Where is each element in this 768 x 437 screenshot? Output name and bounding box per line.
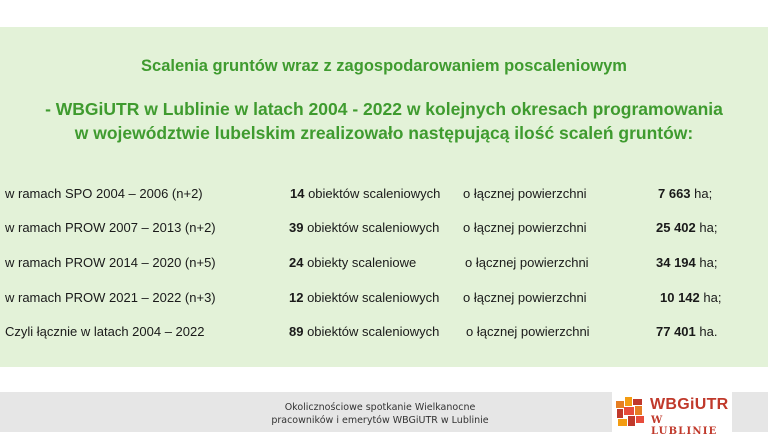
row-area: 10 142 ha; xyxy=(660,290,722,305)
logo-text-top: WBGiUTR xyxy=(650,396,729,413)
table-row xyxy=(0,186,768,208)
table-row xyxy=(0,255,768,277)
logo-mark-icon xyxy=(614,395,648,429)
logo-text-bottom: W LUBLINIE xyxy=(651,415,718,437)
row-area: 34 194 ha; xyxy=(656,255,718,270)
row-count: 12 obiektów scaleniowych xyxy=(289,290,440,305)
row-period: w ramach PROW 2007 – 2013 (n+2) xyxy=(5,220,216,235)
row-area: 7 663 ha; xyxy=(658,186,713,201)
table-row-total xyxy=(0,324,768,346)
footer-line2: pracowników i emerytów WBGiUTR w Lublinie xyxy=(271,415,489,426)
slide-subtitle-line1: - WBGiUTR w Lublinie w latach 2004 - 2022 w kolejnych okresach programowania xyxy=(45,99,723,119)
row-count: 39 obiektów scaleniowych xyxy=(289,220,440,235)
row-count: 89 obiektów scaleniowych xyxy=(289,324,440,339)
content-panel xyxy=(0,27,768,367)
table-row xyxy=(0,220,768,242)
row-area-label: o łącznej powierzchni xyxy=(463,220,587,235)
row-area-label: o łącznej powierzchni xyxy=(465,255,589,270)
row-period: w ramach SPO 2004 – 2006 (n+2) xyxy=(5,186,203,201)
row-area-label: o łącznej powierzchni xyxy=(463,290,587,305)
footer-line1: Okolicznościowe spotkanie Wielkanocne xyxy=(284,402,476,413)
row-period: Czyli łącznie w latach 2004 – 2022 xyxy=(5,324,205,339)
row-count: 24 obiekty scaleniowe xyxy=(289,255,417,270)
slide-subtitle-line2: w województwie lubelskim zrealizowało następującą ilość scaleń gruntów: xyxy=(74,123,694,143)
row-area-label: o łącznej powierzchni xyxy=(463,186,587,201)
row-period: w ramach PROW 2014 – 2020 (n+5) xyxy=(5,255,216,270)
row-count: 14 obiektów scaleniowych xyxy=(290,186,441,201)
footer-caption xyxy=(240,401,520,427)
row-area-label: o łącznej powierzchni xyxy=(466,324,590,339)
row-area: 77 401 ha. xyxy=(656,324,718,339)
table-row xyxy=(0,290,768,312)
wbgiutr-logo xyxy=(612,392,732,437)
row-period: w ramach PROW 2021 – 2022 (n+3) xyxy=(5,290,216,305)
row-area: 25 402 ha; xyxy=(656,220,718,235)
slide-title: Scalenia gruntów wraz z zagospodarowaniem poscaleniowym xyxy=(141,57,627,75)
